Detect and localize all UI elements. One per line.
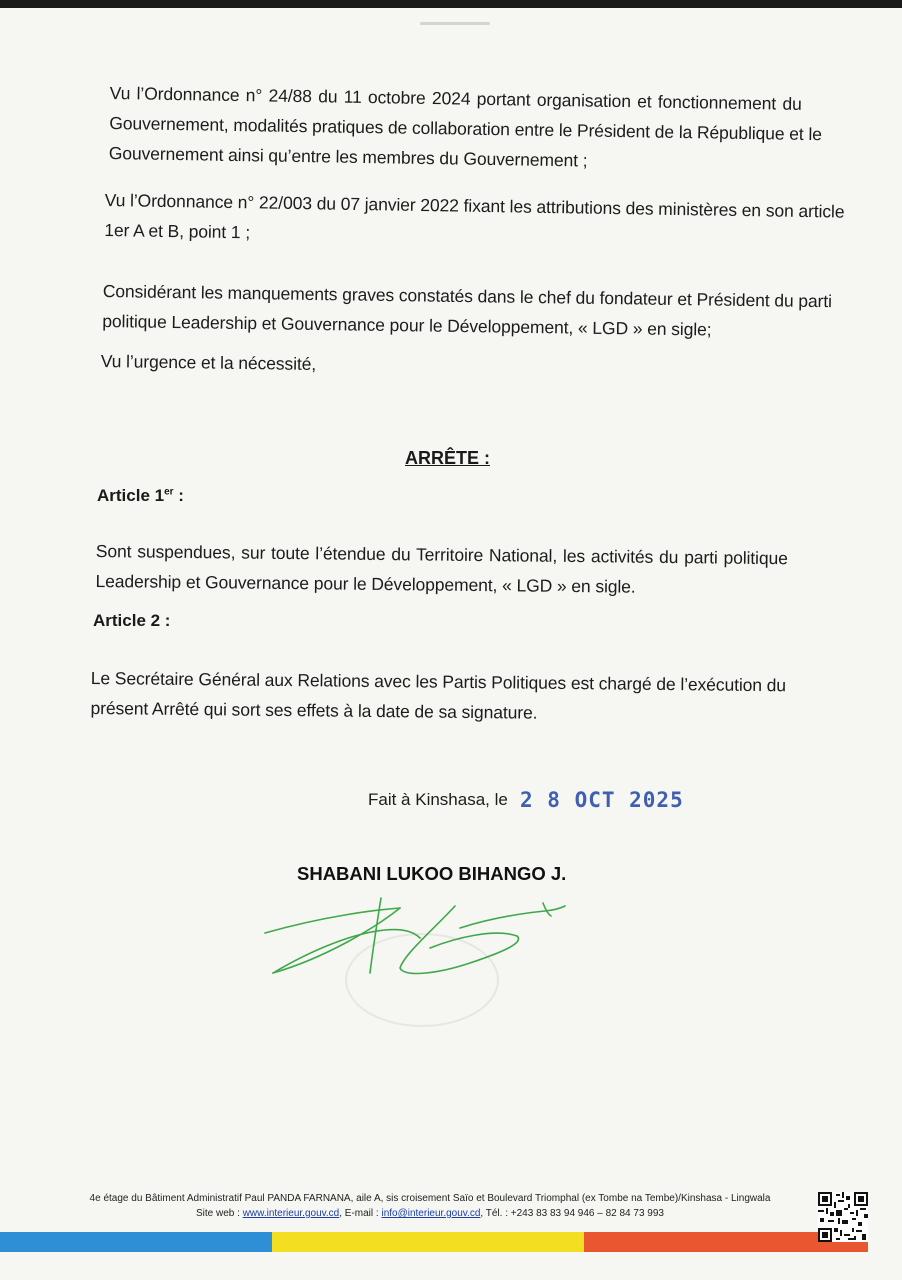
article-1-body [95, 536, 788, 603]
article-1-title-main: Article 1 [97, 486, 165, 505]
paragraph-urgence [101, 346, 317, 379]
phone-text: , Tél. : +243 83 83 94 946 – 82 84 73 993 [480, 1208, 664, 1219]
text-line: Leadership et Gouvernance pour le Développement, « LGD » en sigle. [95, 570, 636, 597]
email-link[interactable]: info@interieur.gouv.cd [381, 1208, 481, 1219]
heading-text: ARRÊTE : [405, 448, 490, 468]
article-1-title [97, 486, 184, 506]
signatory-name: SHABANI LUKOO BIHANGO J. [297, 863, 567, 884]
text-line: Vu l’urgence et la nécessité, [100, 350, 317, 375]
text-line: politique Leadership et Gouvernance pour le Développement, « LGD » en sigle; [102, 310, 712, 340]
text-line: 1er A et B, point 1 ; [104, 219, 251, 243]
article-2-body [90, 663, 785, 730]
text-line: Considérant les manquements graves constatés dans le chef du fondateur et Président du parti [102, 280, 833, 312]
footer-contact-line [80, 1206, 780, 1221]
handwritten-signature [255, 878, 585, 988]
website-link[interactable]: www.interieur.gouv.cd [242, 1208, 340, 1219]
paragraph-ordonnance-24-88 [108, 78, 823, 179]
footer-address [80, 1191, 780, 1221]
article-1-title-tail: : [173, 486, 184, 505]
decision-heading [405, 448, 490, 469]
article-2-title-text: Article 2 : [93, 611, 171, 630]
place-date-text: Fait à Kinshasa, le [368, 790, 508, 809]
email-label: , E-mail : [339, 1208, 382, 1219]
text-line: Gouvernement, modalités pratiques de collaboration entre le Président de la République et le [109, 112, 823, 145]
text-line: présent Arrêté qui sort ses effets à la date de sa signature. [90, 697, 538, 723]
site-label: Site web : [196, 1208, 243, 1219]
date-stamp: 2 8 OCT 2025 [520, 788, 684, 812]
flag-stripe-blue [0, 1232, 272, 1252]
text-line: Gouvernement ainsi qu’entre les membres du Gouvernement ; [108, 142, 588, 171]
document-page [0, 8, 902, 1280]
text-line: Vu l’Ordonnance n° 22/003 du 07 janvier 2022 fixant les attributions des ministères en son article [104, 189, 845, 222]
article-1-title-sup: er [164, 486, 174, 498]
text-line: Sont suspendues, sur toute l’étendue du Territoire National, les activités du parti politique [95, 540, 788, 569]
article-2-title [93, 611, 170, 631]
text-line: Le Secrétaire Général aux Relations avec les Partis Politiques est chargé de l’exécution du [90, 667, 787, 696]
paragraph-ordonnance-22-003 [104, 185, 845, 256]
flag-stripe-yellow [272, 1232, 584, 1252]
qr-code-icon [818, 1192, 868, 1242]
footer-address-line: 4e étage du Bâtiment Administratif Paul PANDA FARNANA, aile A, sis croisement Saïo et Boulevard Triomphal (ex Tombe na Tembe)/Kinshasa - Lingwala [89, 1193, 771, 1204]
scan-mark [420, 22, 490, 25]
paragraph-considerant [102, 276, 833, 346]
text-line: Vu l’Ordonnance n° 24/88 du 11 octobre 2024 portant organisation et fonctionnement du [109, 82, 802, 114]
